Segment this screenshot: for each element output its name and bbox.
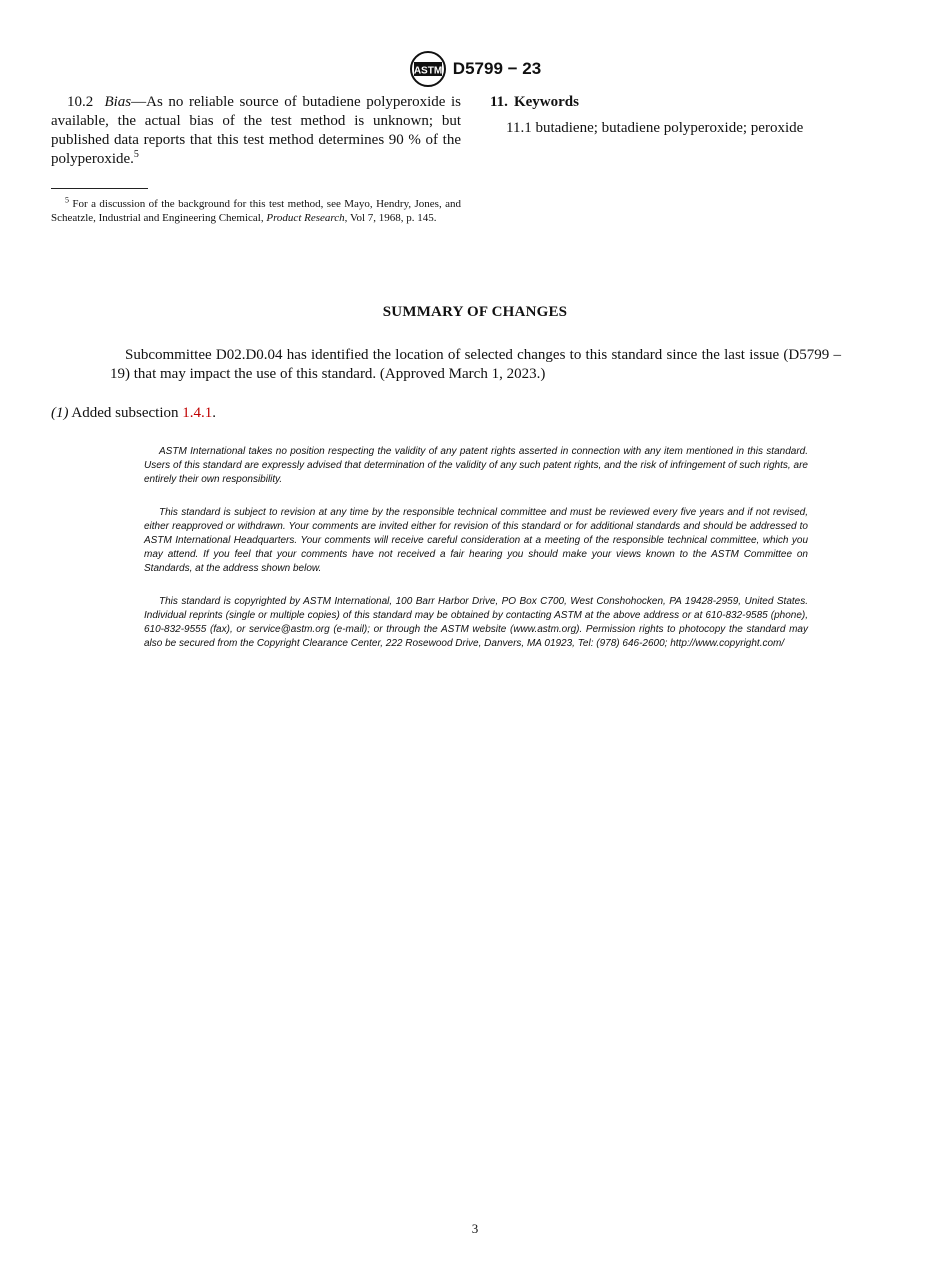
keywords-heading xyxy=(490,93,900,112)
change-text-before: Added subsection xyxy=(68,405,183,421)
copyright-notice: This standard is copyrighted by ASTM International, 100 Barr Harbor Drive, PO Box C700, West Conshohocken, PA 19428-2959, United States. Individual reprints (single or multiple copies) of this standard may be obtained by contacting ASTM at the above address or at 610-832-9585 (phone), 610-832-9555 (fax), or service@astm.org (e-mail); or through the ASTM website (www.astm.org). Permission rights to photocopy the standard may also be secured from the Copyright Clearance Center, 222 Rosewood Drive, Danvers, MA 01923, Tel: (978) 646-2600; http://www.copyright.com/ xyxy=(144,596,808,649)
section-10-2 xyxy=(51,93,461,169)
footnote-text-after: , Vol 7, 1968, p. 145. xyxy=(344,212,437,224)
revision-notice: This standard is subject to revision at any time by the responsible technical committee and must be reviewed every five years and if not revised, either reapproved or withdrawn. Your comments are invited either for revision of this standard or for additional standards and should be addressed to ASTM International Headquarters. Your comments will receive careful consideration at a meeting of the responsible technical committee, which you may attend. If you feel that your comments have not received a fair hearing you should make your views known to the ASTM Committee on Standards, at the address shown below. xyxy=(144,507,808,574)
keywords-heading-number: 11. xyxy=(490,94,508,110)
keywords-heading-label: Keywords xyxy=(513,94,579,110)
footnote-number: 5 xyxy=(65,195,69,205)
section-term: Bias xyxy=(104,94,132,110)
footnote-divider xyxy=(51,188,148,189)
keywords-text: 11.1 butadiene; butadiene polyperoxide; peroxide xyxy=(506,120,804,136)
subsection-link[interactable]: 1.4.1 xyxy=(182,405,213,421)
astm-logo-icon xyxy=(409,50,447,88)
footnote-5 xyxy=(51,197,461,225)
section-number: 10.2 xyxy=(67,94,94,110)
svg-text:ASTM: ASTM xyxy=(413,65,442,77)
left-column xyxy=(51,93,461,236)
summary-title: SUMMARY OF CHANGES xyxy=(382,304,568,320)
change-text-after: . xyxy=(212,405,216,421)
right-column xyxy=(490,93,900,138)
document-designation: D5799 − 23 xyxy=(452,59,542,78)
page-header xyxy=(0,50,950,93)
footnote-ref: 5 xyxy=(133,149,139,160)
change-item xyxy=(51,404,216,423)
change-marker: (1) xyxy=(51,405,69,421)
section-text: —As no reliable source of butadiene polyperoxide is available, the actual bias of the test method is unknown; but published data reports that this test method determines 90 % of the polyperoxide. xyxy=(51,94,461,167)
patent-notice: ASTM International takes no position respecting the validity of any patent rights asserted in connection with any item mentioned in this standard. Users of this standard are expressly advised that determination of the validity of any such patent rights, and the risk of infringement of such rights, are entirely their own responsibility. xyxy=(144,446,808,485)
footnote-text-before: For a discussion of the background for this test method, see Mayo, Hendry, Jones, and Scheatzle, Industrial and Engineering Chemical, xyxy=(51,198,462,224)
page-number: 3 xyxy=(471,1221,479,1236)
summary-intro: Subcommittee D02.D0.04 has identified the location of selected changes to this standard since the last issue (D5799 – 19) that may impact the use of this standard. (Approved March 1, 2023.) xyxy=(110,347,841,382)
footnote-italic-title: Product Research xyxy=(266,212,345,224)
